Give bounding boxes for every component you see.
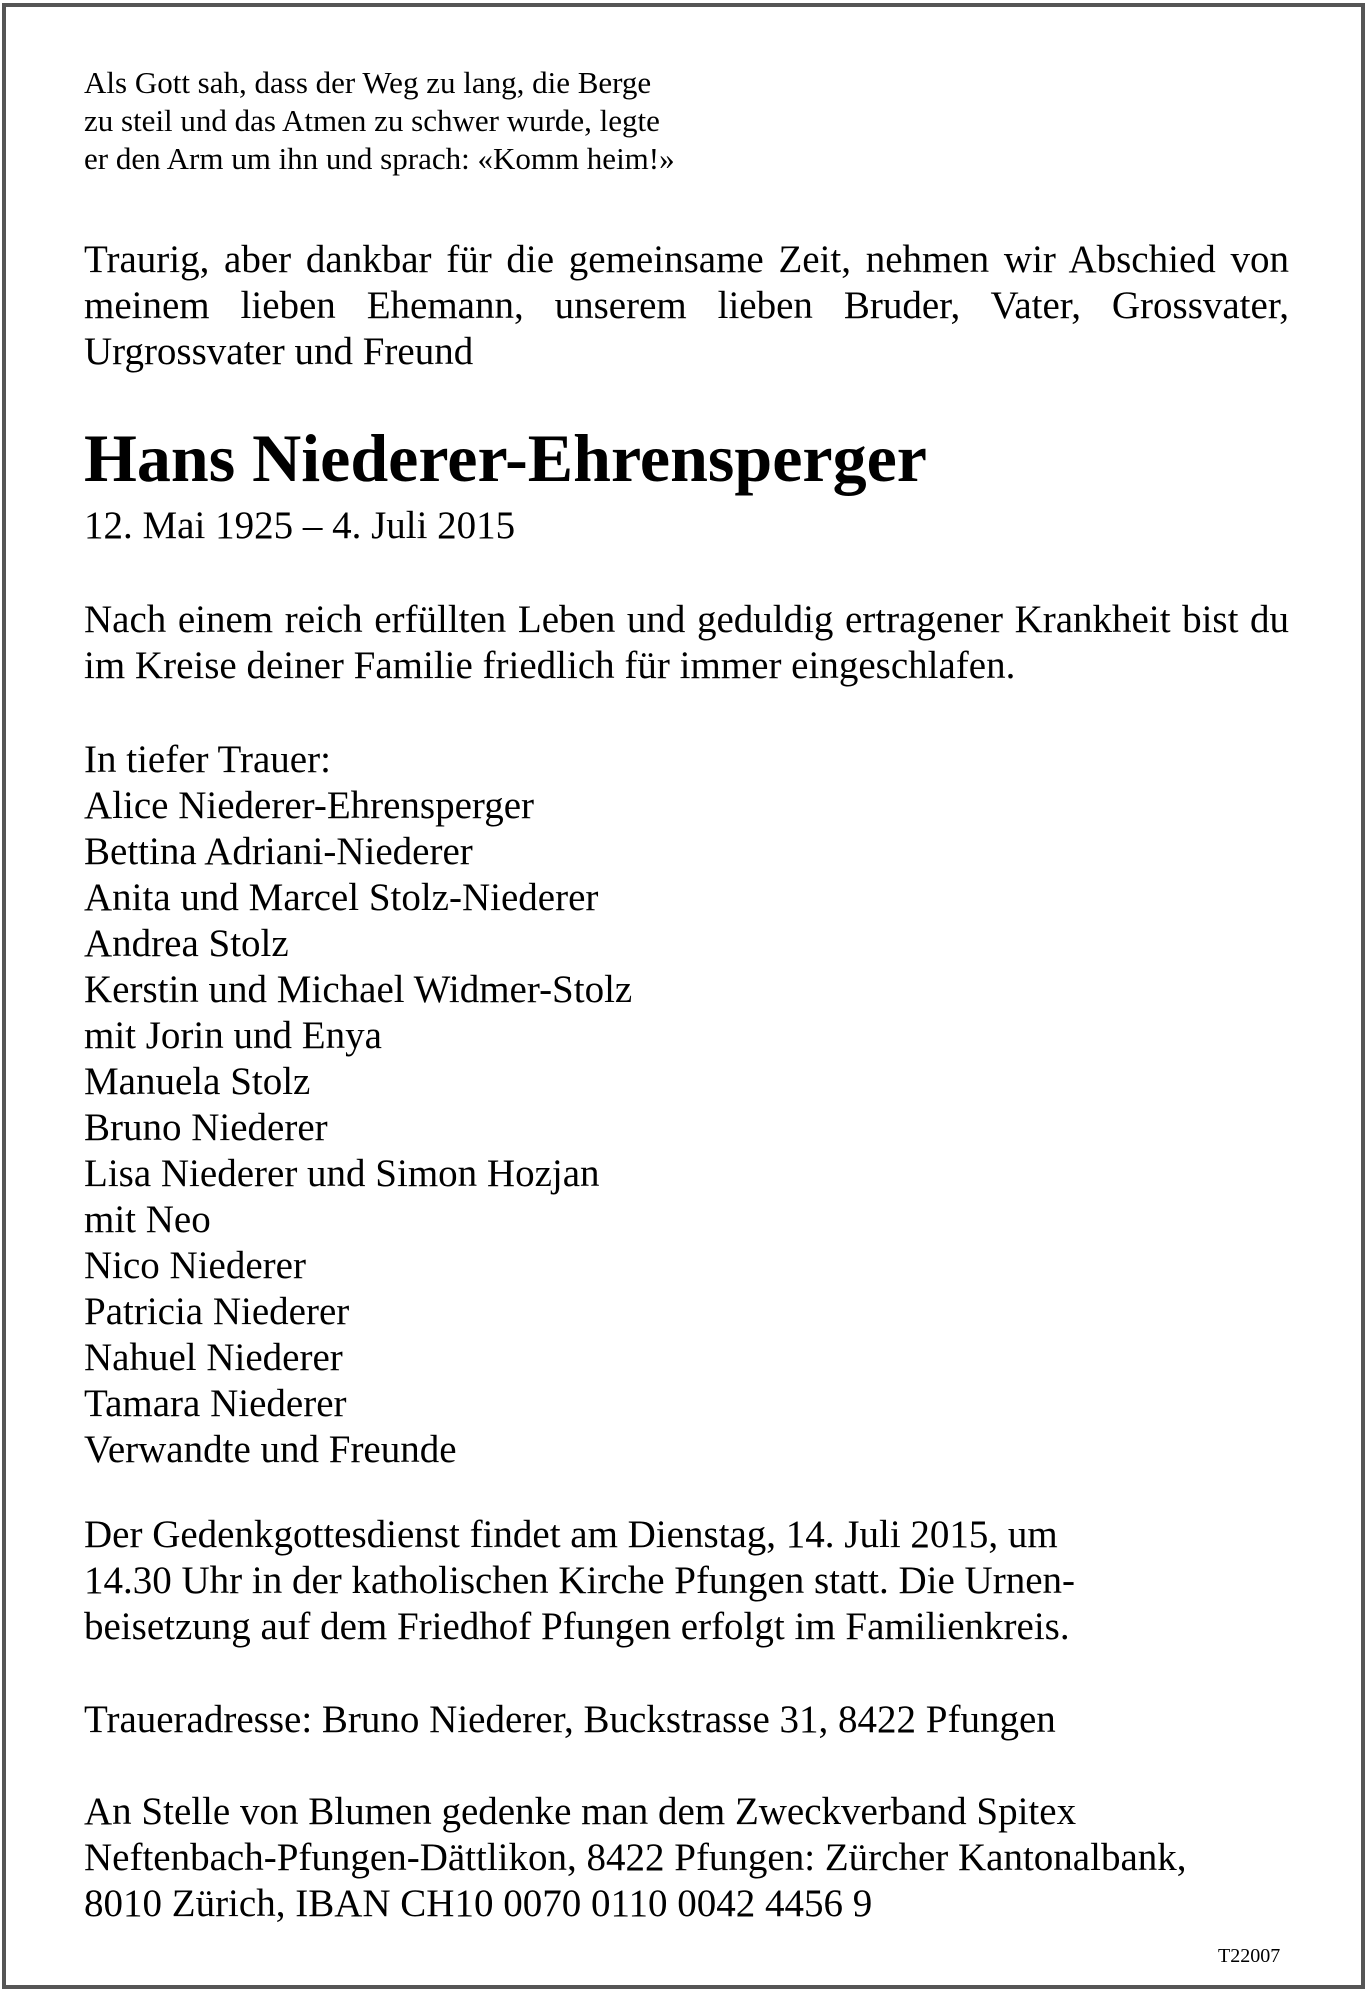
mourner-name: Bruno Niederer bbox=[84, 1106, 328, 1149]
mourner-name: Alice Niederer-Ehrensperger bbox=[84, 784, 535, 827]
mourner-name: mit Jorin und Enya bbox=[84, 1014, 382, 1057]
mourners-list bbox=[84, 737, 632, 1473]
service-line: beisetzung auf dem Friedhof Pfungen erfolgt im Familienkreis. bbox=[84, 1605, 1070, 1648]
life-dates: 12. Mai 1925 – 4. Juli 2015 bbox=[84, 504, 516, 547]
mourning-address: Traueradresse: Bruno Niederer, Buckstrasse 31, 8422 Pfungen bbox=[84, 1698, 1056, 1741]
mourner-name: mit Neo bbox=[84, 1198, 211, 1241]
donation-line: 8010 Zürich, IBAN CH10 0070 0110 0042 4456 9 bbox=[84, 1882, 873, 1925]
donation-line: An Stelle von Blumen gedenke man dem Zweckverband Spitex bbox=[84, 1790, 1077, 1833]
donation-info bbox=[84, 1789, 1187, 1927]
mourner-name: Lisa Niederer und Simon Hozjan bbox=[84, 1152, 600, 1195]
mourner-name: Andrea Stolz bbox=[84, 922, 289, 965]
deceased-name: Hans Niederer-Ehrensperger bbox=[84, 420, 927, 496]
mourner-name: Anita und Marcel Stolz-Niederer bbox=[84, 876, 599, 919]
mourner-name: Nico Niederer bbox=[84, 1244, 306, 1287]
mourner-name: Bettina Adriani-Niederer bbox=[84, 830, 473, 873]
quote-line: zu steil und das Atmen zu schwer wurde, legte bbox=[84, 103, 660, 138]
intro-paragraph: Traurig, aber dankbar für die gemeinsame Zeit, nehmen wir Abschied von meinem lieben Ehemann, unserem lieben Bruder, Vater, Grossvater, Urgrossvater und Freund bbox=[84, 238, 1289, 373]
mourner-name: Nahuel Niederer bbox=[84, 1336, 343, 1379]
service-line: Der Gedenkgottesdienst findet am Dienstag, 14. Juli 2015, um bbox=[84, 1513, 1058, 1556]
mourner-name: Verwandte und Freunde bbox=[84, 1428, 457, 1471]
farewell-message: Nach einem reich erfüllten Leben und geduldig ertragener Krankheit bist du im Kreise deiner Familie friedlich für immer eingeschlafen. bbox=[84, 598, 1289, 687]
service-line: 14.30 Uhr in der katholischen Kirche Pfungen statt. Die Urnen- bbox=[84, 1559, 1075, 1602]
donation-line: Neftenbach-Pfungen-Dättlikon, 8422 Pfungen: Zürcher Kantonalbank, bbox=[84, 1836, 1187, 1879]
reference-code: T22007 bbox=[1218, 1945, 1281, 1967]
mourners-heading: In tiefer Trauer: bbox=[84, 738, 331, 781]
mourner-name: Kerstin und Michael Widmer-Stolz bbox=[84, 968, 633, 1011]
mourner-name: Tamara Niederer bbox=[84, 1382, 347, 1425]
mourner-name: Manuela Stolz bbox=[84, 1060, 311, 1103]
memorial-service-info bbox=[84, 1512, 1075, 1650]
quote-line: Als Gott sah, dass der Weg zu lang, die Berge bbox=[84, 65, 652, 100]
mourner-name: Patricia Niederer bbox=[84, 1290, 350, 1333]
opening-quote bbox=[84, 64, 844, 178]
quote-line: er den Arm um ihn und sprach: «Komm heim!» bbox=[84, 141, 675, 176]
